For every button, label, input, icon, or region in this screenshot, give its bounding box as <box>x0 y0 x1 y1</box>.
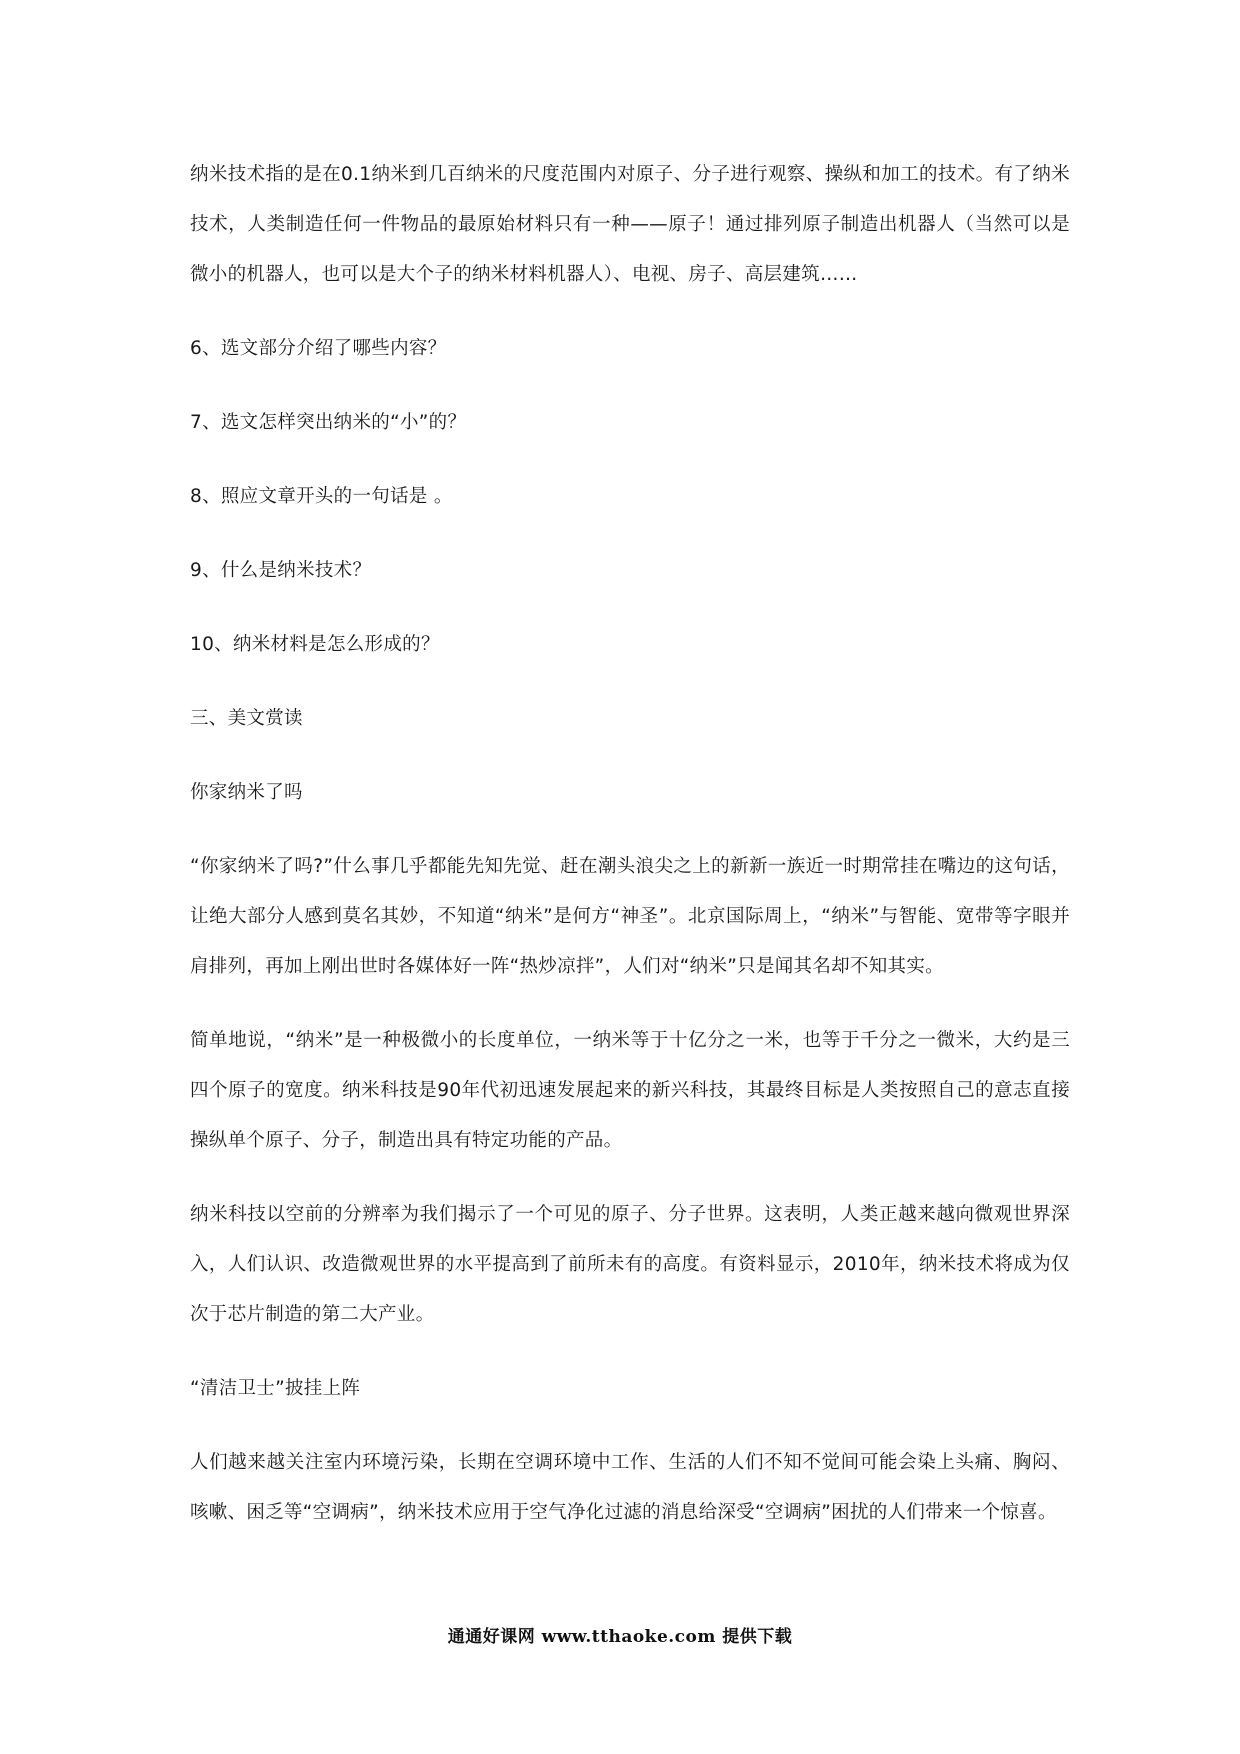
paragraph-nano-technology-definition: 纳米技术指的是在0.1纳米到几百纳米的尺度范围内对原子、分子进行观察、操纵和加工的技术。有了纳米技术，人类制造任何一件物品的最原始材料只有一种——原子！通过排列原子制造出机器人（当然可以是微小的机器人，也可以是大个子的纳米材料机器人）、电视、房子、高层建筑…… <box>190 164 1070 285</box>
question-9: 9、什么是纳米技术？ <box>190 560 372 581</box>
section-heading: 三、美文赏读 <box>190 708 303 729</box>
question-7: 7、选文怎样突出纳米的“小”的？ <box>190 412 467 433</box>
paragraph-intro: “你家纳米了吗?”什么事几乎都能先知先觉、赶在潮头浪尖之上的新新一族近一时期常挂在嘴边的这句话，让绝大部分人感到莫名其妙，不知道“纳米”是何方“神圣”。北京国际周上，“纳米”与智能、宽带等字眼并肩排列，再加上刚出世时各媒体好一阵“热炒凉拌”，人们对“纳米”只是闻其名却不知其实。 <box>190 856 1070 977</box>
subheading-clean-guard: “清洁卫士”披挂上阵 <box>190 1378 361 1399</box>
paragraph-significance: 纳米科技以空前的分辨率为我们揭示了一个可见的原子、分子世界。这表明，人类正越来越向微观世界深入，人们认识、改造微观世界的水平提高到了前所未有的高度。有资料显示，2010年，纳米技术将成为仅次于芯片制造的第二大产业。 <box>190 1204 1070 1325</box>
question-6: 6、选文部分介绍了哪些内容？ <box>190 338 447 359</box>
question-10: 10、纳米材料是怎么形成的？ <box>190 634 440 655</box>
article-title: 你家纳米了吗 <box>190 782 303 803</box>
page-footer: 通通好课网 www.tthaoke.com 提供下载 <box>447 1627 793 1647</box>
question-8: 8、照应文章开头的一句话是 。 <box>190 486 453 507</box>
document-body <box>190 150 1070 1562</box>
paragraph-air-purification: 人们越来越关注室内环境污染，长期在空调环境中工作、生活的人们不知不觉间可能会染上头痛、胸闷、咳嗽、困乏等“空调病”，纳米技术应用于空气净化过滤的消息给深受“空调病”困扰的人们带来一个惊喜。 <box>190 1452 1070 1523</box>
paragraph-definition: 简单地说，“纳米”是一种极微小的长度单位，一纳米等于十亿分之一米，也等于千分之一微米，大约是三四个原子的宽度。纳米科技是90年代初迅速发展起来的新兴科技，其最终目标是人类按照自己的意志直接操纵单个原子、分子，制造出具有特定功能的产品。 <box>190 1030 1070 1151</box>
